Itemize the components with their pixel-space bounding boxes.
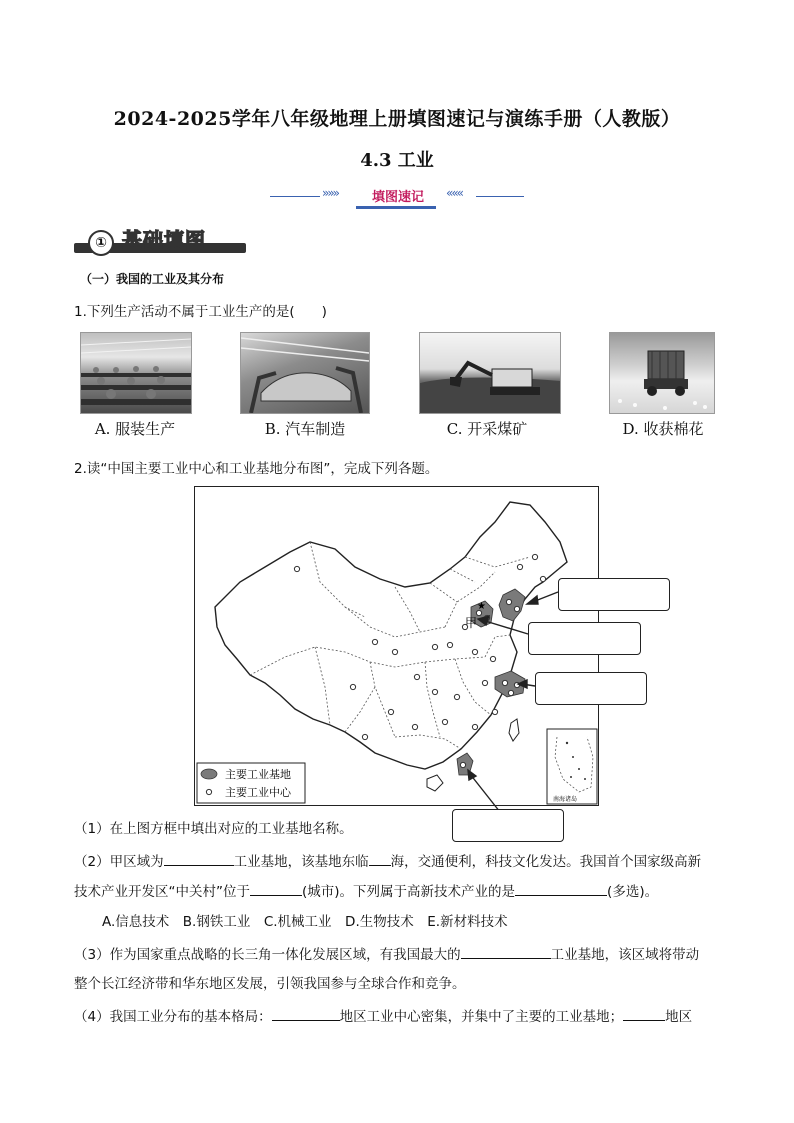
option-d-label: D. 收获棉花	[622, 420, 704, 438]
q2-part3-line1	[74, 944, 734, 965]
q2-p2-text-a: （2）甲区域为	[74, 854, 164, 870]
q2-choices: A.信息技术 B.钢铁工业 C.机械工业 D.生物技术 E.新材料技术	[102, 914, 508, 930]
legend-center-label: 主要工业中心	[225, 786, 291, 799]
q2-part2-line1	[74, 851, 734, 872]
blank-region-dense[interactable]	[272, 1006, 340, 1021]
option-c-label: C. 开采煤矿	[446, 420, 528, 438]
q2-part2-line2	[74, 881, 734, 902]
blank-jia-base[interactable]	[164, 851, 234, 866]
q2-p3-text-a: （3）作为国家重点战略的长三角一体化发展区域，有我国最大的	[74, 947, 461, 963]
answer-box-pearl-river-delta[interactable]	[452, 809, 564, 842]
q2-p4-text-c: 地区	[665, 1009, 693, 1025]
q2-part3-line2: 整个长江经济带和华东地区发展，引领我国参与全球合作和竞争。	[74, 976, 466, 992]
blank-hightech-choices[interactable]	[515, 881, 607, 896]
subsection-heading: （一）我国的工业及其分布	[80, 272, 225, 286]
lesson-title: 4.3 工业	[360, 150, 434, 171]
banner-label: 填图速记	[371, 190, 424, 205]
section-number: ①	[88, 230, 114, 256]
blank-region-other[interactable]	[623, 1006, 665, 1021]
option-a-label: A. 服装生产	[94, 420, 176, 438]
q2-p2-text-c: 海，交通便利，科技文化发达。我国首个国家级高新	[390, 854, 702, 870]
answer-box-liaozhongnan[interactable]	[558, 578, 670, 611]
capital-star-icon: ★	[477, 601, 486, 612]
banner-arrows-left: »»»	[322, 186, 339, 200]
q2-p2-text-d: 技术产业开发区“中关村”位于	[74, 884, 250, 900]
q2-part4-line1	[74, 1006, 734, 1027]
q2-p4-text-b: 地区工业中心密集，并集中了主要的工业基地；	[339, 1009, 624, 1025]
legend-base-label: 主要工业基地	[225, 768, 291, 781]
blank-city[interactable]	[250, 881, 302, 896]
q2-stem: 2.读“中国主要工业中心和工业基地分布图”，完成下列各题。	[74, 461, 439, 477]
answer-box-huning-hang[interactable]	[535, 672, 647, 705]
q2-part1: （1）在上图方框中填出对应的工业基地名称。	[74, 821, 353, 837]
inset-label: 南海诸岛	[553, 796, 578, 803]
q2-p2-text-e: (城市)。下列属于高新技术产业的是	[302, 884, 516, 900]
banner-arrows-right: «««	[446, 186, 463, 200]
option-b-label: B. 汽车制造	[264, 420, 346, 438]
q1-stem: 1.下列生产活动不属于工业生产的是( )	[74, 304, 327, 320]
region-jia-label: 甲	[465, 616, 478, 630]
blank-east-sea[interactable]	[369, 851, 391, 866]
blank-largest-base[interactable]	[461, 944, 551, 959]
section-title: 基础填图	[122, 228, 206, 252]
q2-p2-text-f: (多选)。	[607, 884, 659, 900]
q2-p4-text-a: （4）我国工业分布的基本格局：	[74, 1009, 272, 1025]
answer-box-jingjintang[interactable]	[528, 622, 641, 655]
q2-p2-text-b: 工业基地，该基地东临	[233, 854, 369, 870]
document-title: 2024-2025学年八年级地理上册填图速记与演练手册（人教版）	[113, 108, 681, 130]
q2-p3-text-b: 工业基地，该区域将带动	[550, 947, 700, 963]
